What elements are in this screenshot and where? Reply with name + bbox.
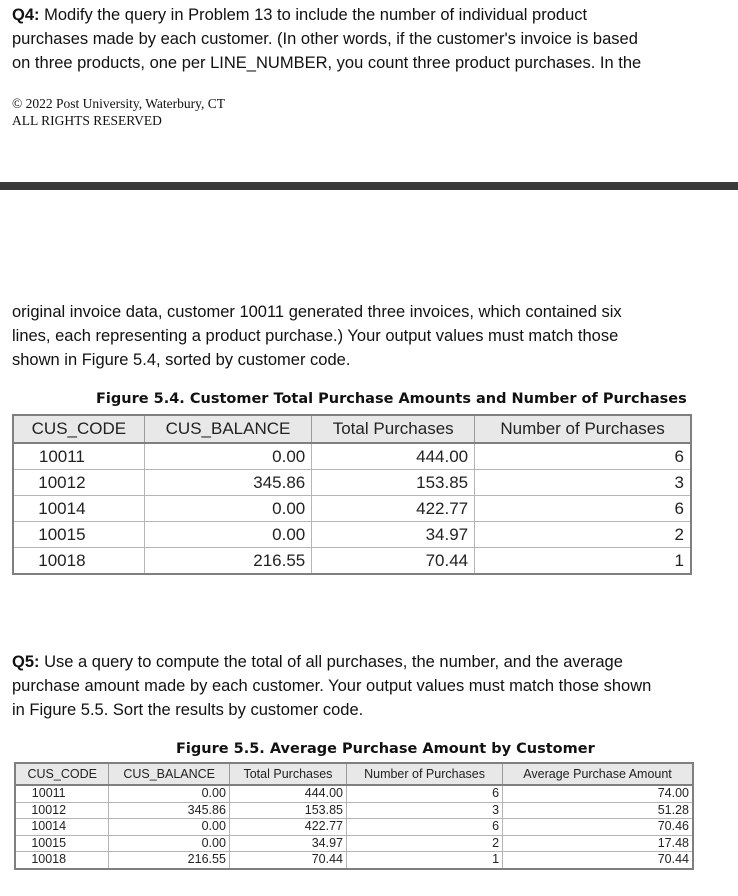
q5-line: in Figure 5.5. Sort the results by customer code.	[12, 701, 364, 719]
number-of-purchases-cell: 6	[347, 785, 503, 802]
q5-label: Q5:	[12, 653, 40, 671]
average-purchase-cell: 70.44	[503, 852, 693, 869]
column-header: CUS_BALANCE	[109, 763, 229, 785]
column-header: Average Purchase Amount	[503, 763, 693, 785]
total-purchases-cell: 34.97	[229, 835, 346, 852]
cus-code-cell: 10018	[13, 548, 144, 575]
number-of-purchases-cell: 1	[347, 852, 503, 869]
number-of-purchases-cell: 3	[475, 470, 691, 496]
cus-code-cell: 10014	[15, 819, 109, 836]
number-of-purchases-cell: 2	[347, 835, 503, 852]
table-row	[13, 522, 691, 548]
total-purchases-cell: 34.97	[312, 522, 475, 548]
number-of-purchases-cell: 2	[475, 522, 691, 548]
number-of-purchases-cell: 6	[475, 496, 691, 522]
table-row	[15, 852, 693, 869]
cus-balance-cell: 345.86	[109, 802, 229, 819]
column-header: CUS_CODE	[15, 763, 109, 785]
q4-line: lines, each representing a product purchase.) Your output values must match those	[12, 327, 619, 345]
column-header: CUS_CODE	[13, 415, 144, 443]
column-header: Number of Purchases	[347, 763, 503, 785]
table-row	[13, 548, 691, 575]
figure54-table	[12, 414, 692, 575]
table-row	[15, 785, 693, 802]
cus-balance-cell: 0.00	[109, 785, 229, 802]
cus-code-cell: 10012	[13, 470, 144, 496]
copyright-footer	[12, 95, 225, 129]
cus-code-cell: 10012	[15, 802, 109, 819]
q4-line: original invoice data, customer 10011 generated three invoices, which contained six	[12, 303, 622, 321]
total-purchases-cell: 444.00	[229, 785, 346, 802]
total-purchases-cell: 153.85	[229, 802, 346, 819]
q4-line: on three products, one per LINE_NUMBER, you count three product purchases. In the	[12, 54, 642, 72]
average-purchase-cell: 74.00	[503, 785, 693, 802]
average-purchase-cell: 51.28	[503, 802, 693, 819]
q4-line: shown in Figure 5.4, sorted by customer code.	[12, 351, 351, 369]
number-of-purchases-cell: 6	[475, 443, 691, 470]
column-header: Total Purchases	[229, 763, 346, 785]
column-header: Number of Purchases	[475, 415, 691, 443]
cus-code-cell: 10015	[13, 522, 144, 548]
table-row	[15, 819, 693, 836]
cus-balance-cell: 0.00	[144, 522, 311, 548]
table-row	[13, 470, 691, 496]
cus-balance-cell: 216.55	[109, 852, 229, 869]
total-purchases-cell: 444.00	[312, 443, 475, 470]
table-row	[13, 443, 691, 470]
q4-paragraph-bottom	[12, 300, 622, 372]
q4-paragraph-top	[12, 3, 641, 75]
total-purchases-cell: 422.77	[229, 819, 346, 836]
total-purchases-cell: 70.44	[312, 548, 475, 575]
total-purchases-cell: 153.85	[312, 470, 475, 496]
cus-code-cell: 10015	[15, 835, 109, 852]
table-row	[13, 496, 691, 522]
cus-code-cell: 10018	[15, 852, 109, 869]
cus-balance-cell: 0.00	[144, 496, 311, 522]
cus-code-cell: 10011	[15, 785, 109, 802]
figure55-caption: Figure 5.5. Average Purchase Amount by Customer	[176, 741, 595, 757]
q5-line: purchase amount made by each customer. Your output values must match those shown	[12, 677, 652, 695]
column-header: CUS_BALANCE	[144, 415, 311, 443]
q4-label: Q4:	[12, 6, 40, 24]
rights-text: ALL RIGHTS RESERVED	[12, 113, 162, 128]
page-break-divider	[0, 182, 738, 190]
cus-balance-cell: 0.00	[144, 443, 311, 470]
q4-line: Q4: Modify the query in Problem 13 to include the number of individual product	[12, 6, 588, 24]
average-purchase-cell: 70.46	[503, 819, 693, 836]
figure55-table	[14, 762, 694, 870]
cus-code-cell: 10011	[13, 443, 144, 470]
cus-balance-cell: 0.00	[109, 835, 229, 852]
q5-paragraph	[12, 650, 651, 722]
number-of-purchases-cell: 3	[347, 802, 503, 819]
table-header-row	[13, 415, 691, 443]
average-purchase-cell: 17.48	[503, 835, 693, 852]
copyright-text: © 2022 Post University, Waterbury, CT	[12, 96, 226, 111]
q5-line: Q5: Use a query to compute the total of all purchases, the number, and the average	[12, 653, 623, 671]
total-purchases-cell: 422.77	[312, 496, 475, 522]
number-of-purchases-cell: 6	[347, 819, 503, 836]
column-header: Total Purchases	[312, 415, 475, 443]
cus-balance-cell: 0.00	[109, 819, 229, 836]
cus-code-cell: 10014	[13, 496, 144, 522]
total-purchases-cell: 70.44	[229, 852, 346, 869]
table-row	[15, 802, 693, 819]
table-row	[15, 835, 693, 852]
number-of-purchases-cell: 1	[475, 548, 691, 575]
cus-balance-cell: 216.55	[144, 548, 311, 575]
table-header-row	[15, 763, 693, 785]
figure54-caption: Figure 5.4. Customer Total Purchase Amounts and Number of Purchases	[96, 391, 687, 407]
q4-line: purchases made by each customer. (In other words, if the customer's invoice is based	[12, 30, 638, 48]
cus-balance-cell: 345.86	[144, 470, 311, 496]
